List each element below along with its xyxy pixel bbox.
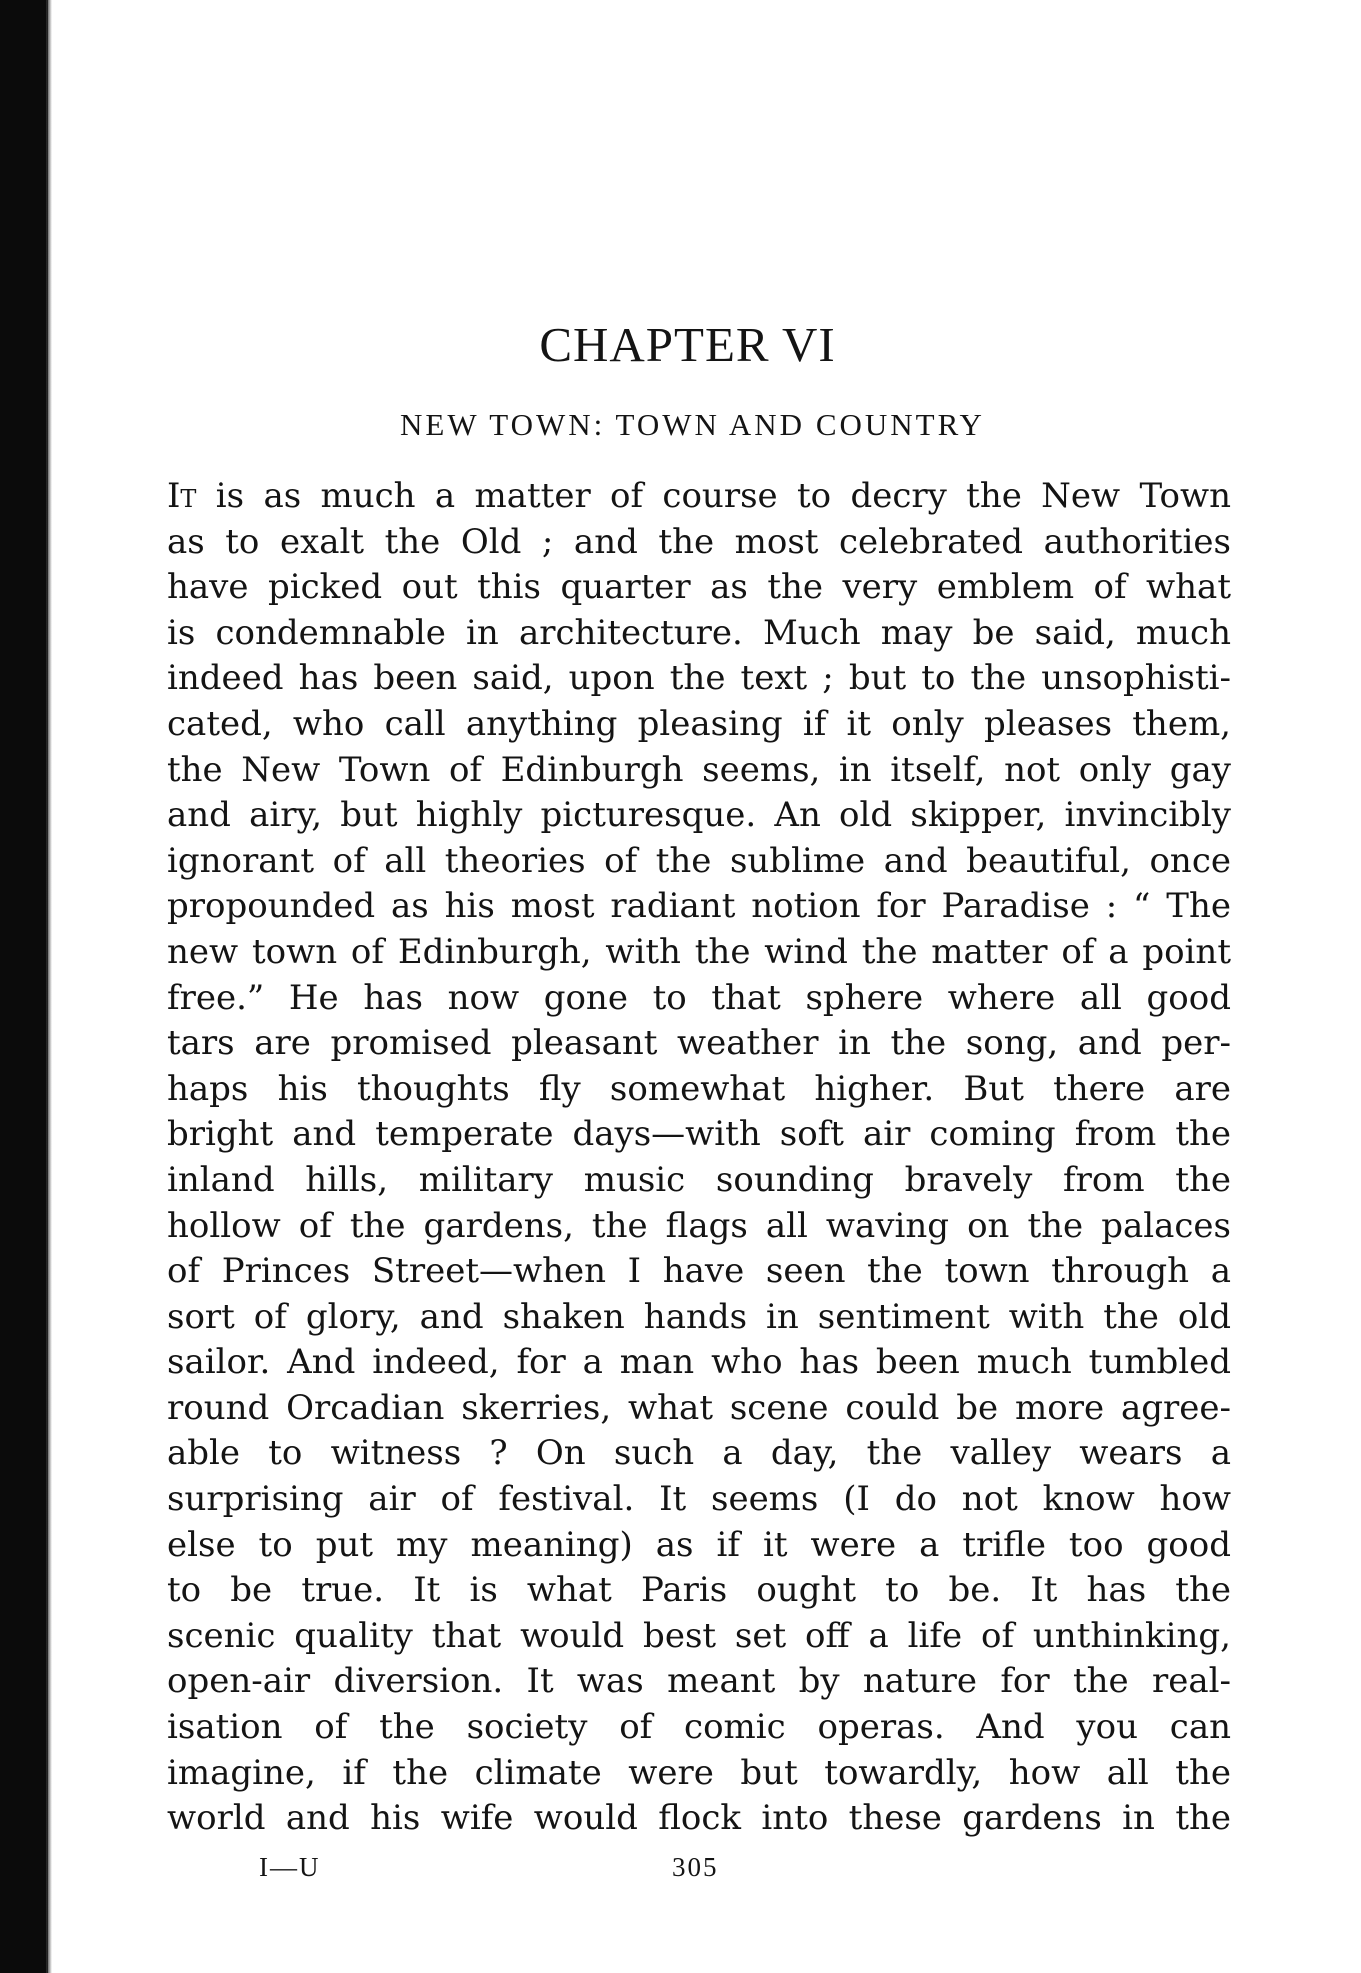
- text-line: to be true. It is what Paris ought to be. It has the: [167, 1570, 1231, 1611]
- page-number: 305: [672, 1852, 719, 1882]
- text-line: bright and temperate days—with soft air coming from the: [167, 1114, 1231, 1155]
- text-line: tars are promised pleasant weather in the song, and per-: [167, 1023, 1231, 1064]
- text-line: surprising air of festival. It seems (I do not know how: [167, 1479, 1231, 1520]
- opening-word: It: [167, 476, 197, 516]
- binding-edge: [0, 0, 48, 1973]
- text-line: and airy, but highly picturesque. An old skipper, invincibly: [167, 795, 1231, 836]
- body-text: [167, 474, 1231, 1842]
- text-line: is condemnable in architecture. Much may be said, much: [167, 612, 1231, 653]
- text-line: have picked out this quarter as the very emblem of what: [167, 567, 1231, 608]
- text-line: haps his thoughts fly somewhat higher. But there are: [167, 1068, 1231, 1109]
- text-line: ignorant of all theories of the sublime and beautiful, once: [167, 840, 1231, 881]
- text-line: isation of the society of comic operas. And you can: [167, 1707, 1231, 1748]
- chapter-subtitle: NEW TOWN: TOWN AND COUNTRY: [400, 407, 985, 442]
- text-line: free.” He has now gone to that sphere where all good: [167, 977, 1231, 1018]
- text-line: as to exalt the Old ; and the most celebrated authorities: [167, 521, 1231, 562]
- text-line: cated, who call anything pleasing if it only pleases them,: [167, 703, 1231, 744]
- text-line: world and his wife would flock into these gardens in the: [167, 1798, 1231, 1839]
- text-line: indeed has been said, upon the text ; but to the unsophisti-: [167, 658, 1231, 699]
- text-line: inland hills, military music sounding bravely from the: [167, 1159, 1231, 1200]
- text-line: It is as much a matter of course to decry the New Town: [167, 476, 1231, 516]
- signature-mark: I—U: [259, 1852, 321, 1882]
- text-line: round Orcadian skerries, what scene could be more agree-: [167, 1387, 1231, 1428]
- text-line: able to witness ? On such a day, the valley wears a: [167, 1433, 1231, 1474]
- text-line: of Princes Street—when I have seen the town through a: [167, 1251, 1231, 1292]
- text-line: else to put my meaning) as if it were a trifle too good: [167, 1524, 1231, 1565]
- binding-shadow: [46, 0, 52, 1973]
- text-line: open-air diversion. It was meant by nature for the real-: [167, 1661, 1231, 1702]
- text-line: imagine, if the climate were but towardly, how all the: [167, 1752, 1231, 1793]
- chapter-title: CHAPTER VI: [539, 317, 836, 372]
- text-line: the New Town of Edinburgh seems, in itself, not only gay: [167, 749, 1231, 790]
- text-line: scenic quality that would best set off a life of unthinking,: [167, 1615, 1231, 1656]
- text-line: new town of Edinburgh, with the wind the matter of a point: [167, 931, 1231, 972]
- text-line: sailor. And indeed, for a man who has been much tumbled: [167, 1342, 1231, 1383]
- text-line: propounded as his most radiant notion for Paradise : “ The: [167, 886, 1231, 927]
- text-line: hollow of the gardens, the flags all waving on the palaces: [167, 1205, 1231, 1246]
- text-line: sort of glory, and shaken hands in sentiment with the old: [167, 1296, 1231, 1337]
